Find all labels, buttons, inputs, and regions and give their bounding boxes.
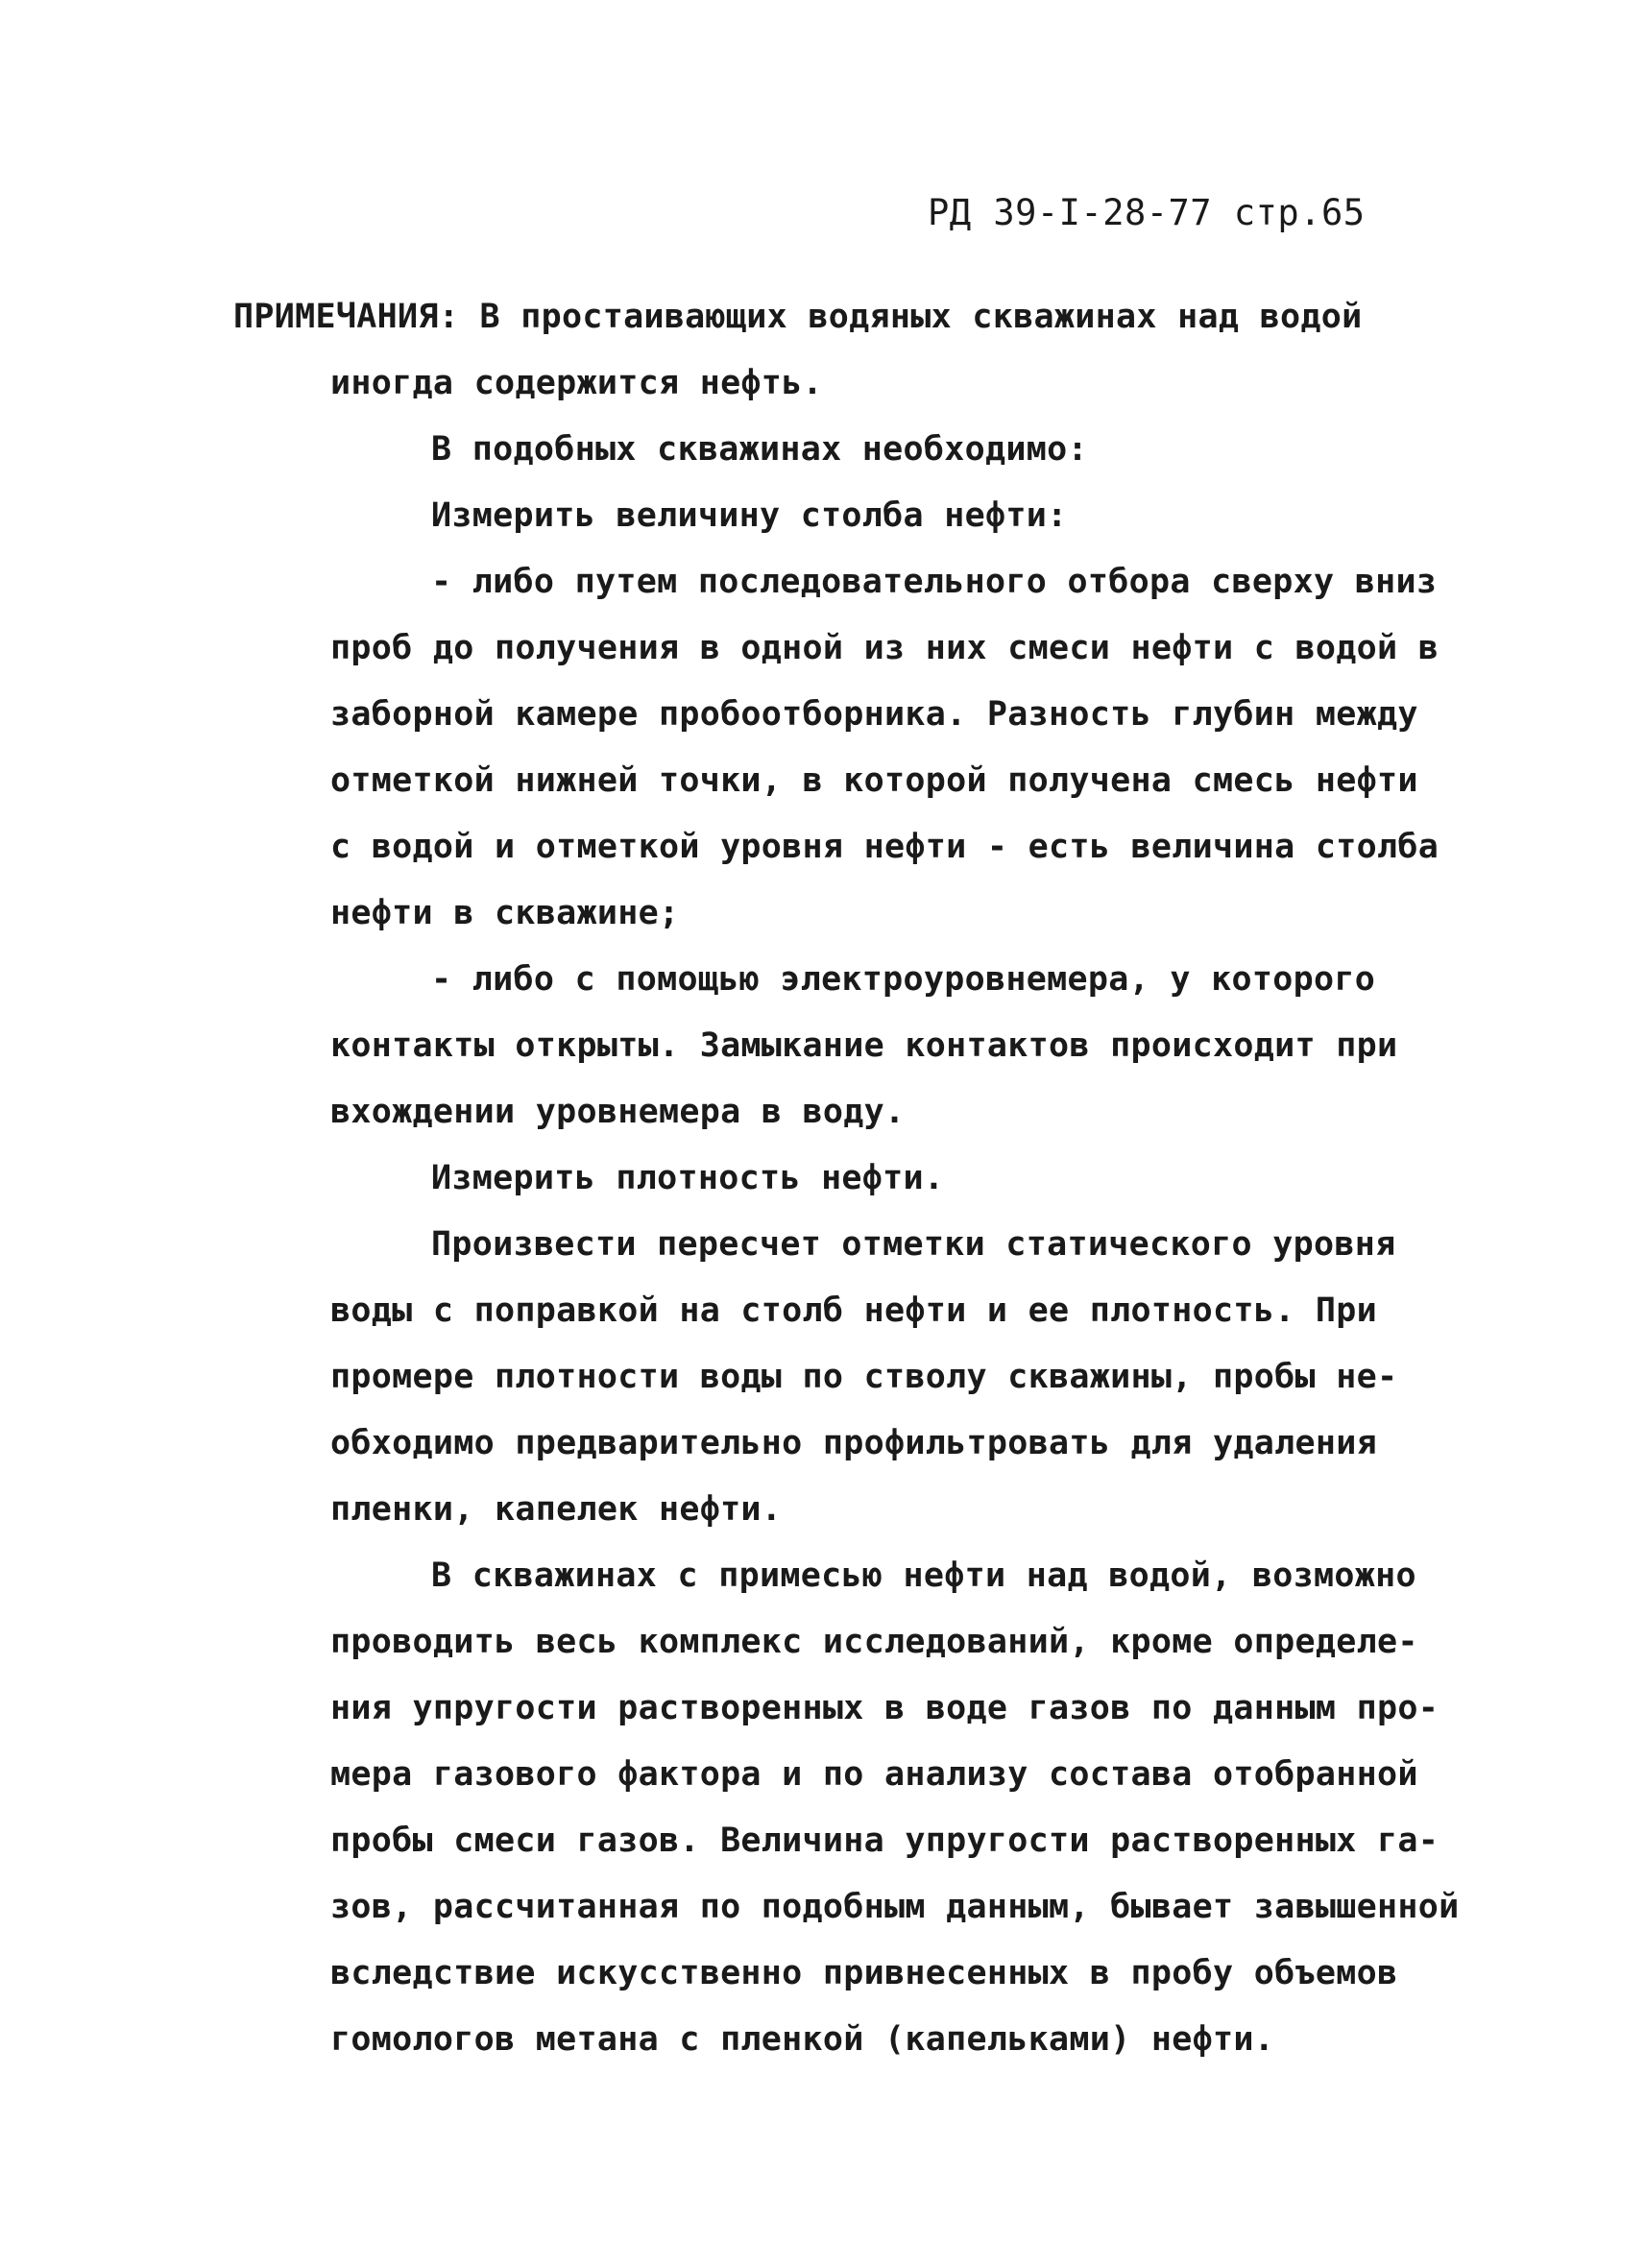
text-line: Измерить плотность нефти. <box>431 1159 945 1197</box>
text-line: иногда содержится нефть. <box>330 364 823 402</box>
text-line: Произвести пересчет отметки статического уровня <box>431 1225 1396 1264</box>
text-line: ния упругости растворенных в воде газов по данным про- <box>330 1689 1439 1727</box>
text-line: - либо путем последовательного отбора сверху вниз <box>431 563 1438 601</box>
text-line: гомологов метана с пленкой (капельками) нефти. <box>330 2020 1275 2059</box>
text-line: - либо с помощью электроуровнемера, у которого <box>431 960 1376 999</box>
text-line: промере плотности воды по стволу скважины, пробы не- <box>330 1358 1398 1396</box>
text-line: с водой и отметкой уровня нефти - есть величина столба <box>330 828 1439 866</box>
text-line: проб до получения в одной из них смеси нефти с водой в <box>330 629 1439 667</box>
text-line: Измерить величину столба нефти: <box>431 496 1068 535</box>
text-line: В скважинах с примесью нефти над водой, возможно <box>431 1556 1416 1595</box>
text-line: мера газового фактора и по анализу состава отобранной <box>330 1755 1418 1794</box>
text-line: пленки, капелек нефти. <box>330 1490 783 1529</box>
text-line: заборной камере пробоотборника. Разность глубин между <box>330 695 1418 734</box>
text-line: нефти в скважине; <box>330 894 680 932</box>
text-line: ПРИМЕЧАНИЯ: В простаивающих водяных скважинах над водой <box>233 298 1363 336</box>
text-line: пробы смеси газов. Величина упругости растворенных га- <box>330 1822 1439 1860</box>
text-line: воды с поправкой на столб нефти и ее плотность. При <box>330 1291 1377 1330</box>
text-line: вследствие искусственно привнесенных в пробу объемов <box>330 1954 1398 1992</box>
text-line: В подобных скважинах необходимо: <box>431 430 1088 469</box>
text-line: отметкой нижней точки, в которой получена смесь нефти <box>330 761 1418 800</box>
text-line: обходимо предварительно профильтровать для удаления <box>330 1424 1377 1462</box>
text-line: зов, рассчитанная по подобным данным, бывает завышенной <box>330 1888 1460 1926</box>
text-line: контакты открыты. Замыкание контактов происходит при <box>330 1026 1398 1065</box>
text-line: вхождении уровнемера в воду. <box>330 1093 906 1131</box>
page-header: РД 39-I-28-77 стр.65 <box>928 192 1366 233</box>
text-line: проводить весь комплекс исследований, кроме определе- <box>330 1623 1418 1661</box>
